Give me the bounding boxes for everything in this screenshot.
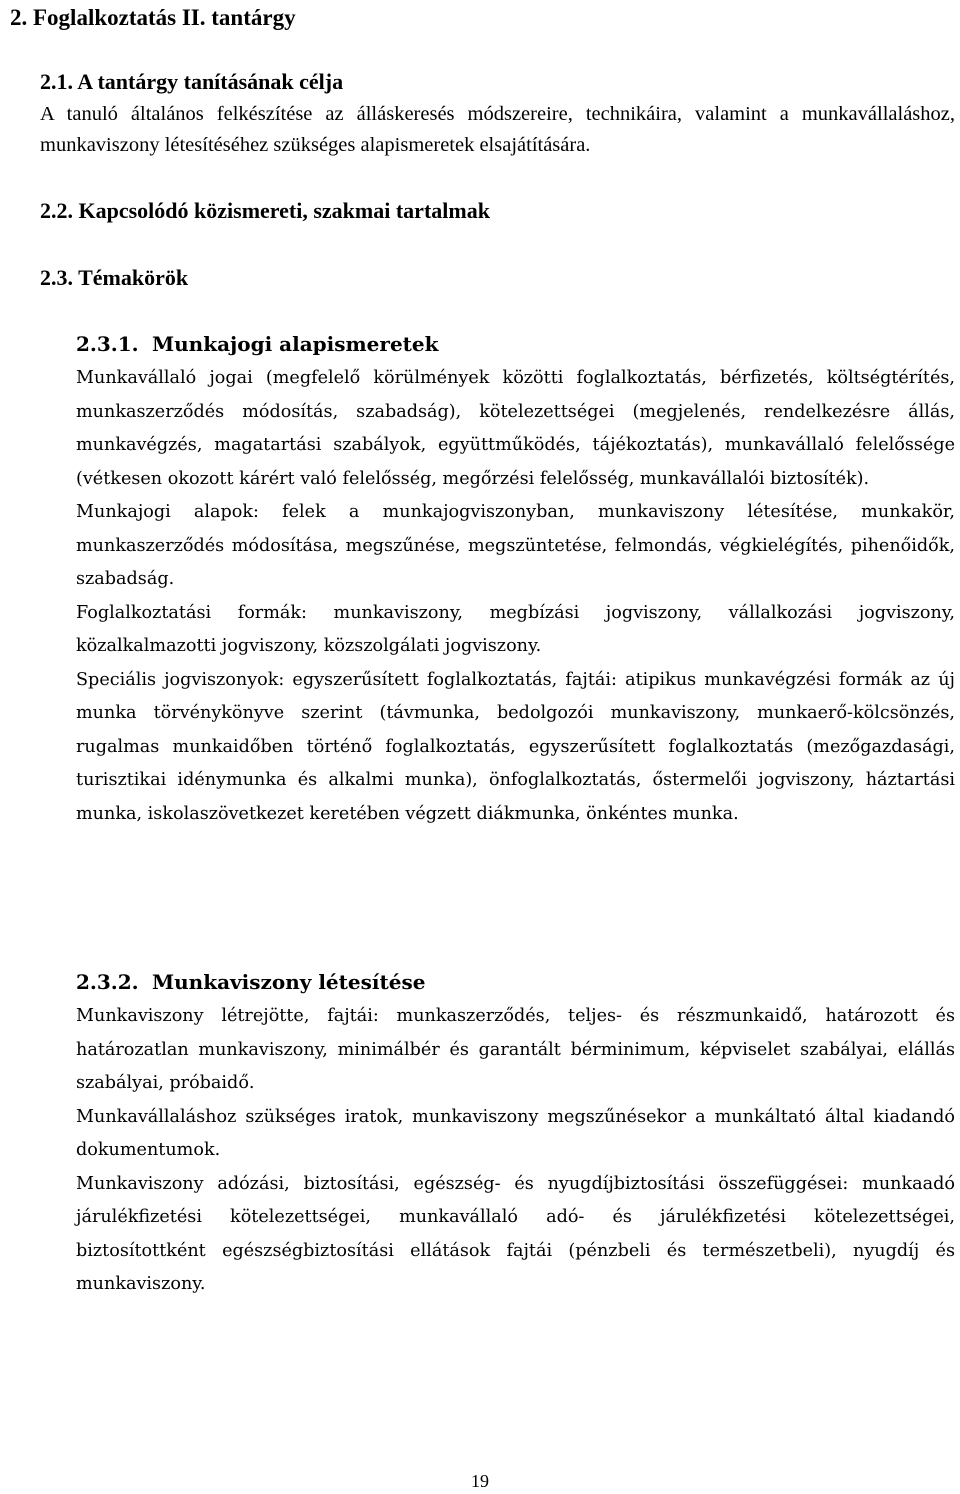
page-number: 19: [471, 1471, 489, 1491]
paragraph: Speciális jogviszonyok: egyszerűsített foglalkoztatás, fajtái: atipikus munkavégzési formák az új munka törvénykönyve szerint (távmunka, bedolgozói munkaviszony, munkaerő-kölcsönzés, rugalmas munkaidőben történő foglalkoztatás, egyszerűsített foglalkoztatás (mezőgazdasági, turisztikai idénymunka és alkalmi munka), önfoglalkoztatás, őstermelői jogviszony, háztartási munka, iskolaszövetkezet keretében végzett diákmunka, önkéntes munka.: [76, 669, 955, 824]
subsection-number: 2.3.1.: [76, 332, 139, 356]
chapter-heading: 2. Foglalkoztatás II. tantárgy: [10, 5, 296, 30]
paragraph: Munkaviszony adózási, biztosítási, egészség- és nyugdíjbiztosítási összefüggései: munkaadó járulékfizetési kötelezettségei, munkavállaló adó- és járulékfizetési kötelezettségei, biztosítottként egészségbiztosítási ellátások fajtái (pénzbeli és természetbeli), nyugdíj és munkaviszony.: [76, 1173, 955, 1294]
section-number: 2.2.: [40, 198, 73, 223]
subsection-title: Munkajogi alapismeretek: [152, 332, 439, 356]
section-heading-goal: [40, 68, 343, 96]
section-heading-related-content: [40, 197, 490, 225]
section-title: Témakörök: [78, 265, 189, 290]
subsection-labour-law-basics: [76, 330, 955, 831]
subsection-heading: [76, 968, 955, 996]
subsection-heading: [76, 330, 955, 358]
subsection-title: Munkaviszony létesítése: [152, 970, 426, 994]
paragraph: Foglalkoztatási formák: munkaviszony, megbízási jogviszony, vállalkozási jogviszony, közalkalmazotti jogviszony, közszolgálati jogviszony.: [76, 602, 955, 656]
paragraph: Munkaviszony létrejötte, fajtái: munkaszerződés, teljes- és részmunkaidő, határozott és határozatlan munkaviszony, minimálbér és garantált bérminimum, képviselet szabályai, elállás szabályai, próbaidő.: [76, 1006, 955, 1093]
paragraph: Munkajogi alapok: felek a munkajogviszonyban, munkaviszony létesítése, munkakör, munkaszerződés módosítása, megszűnése, megszüntetése, felmondás, végkielégítés, pihenőidők, szabadság.: [76, 502, 955, 589]
section-heading-topics: [40, 264, 188, 292]
section-number: 2.1.: [40, 69, 73, 94]
section-title: A tantárgy tanításának célja: [77, 69, 344, 94]
section-goal-text: A tanuló általános felkészítése az álláskeresés módszereire, technikáira, valamint a munkavállaláshoz, munkaviszony létesítéséhez szükséges alapismeretek elsajátítására.: [40, 103, 955, 156]
section-number: 2.3.: [40, 265, 73, 290]
subsection-number: 2.3.2.: [76, 970, 139, 994]
section-title: Kapcsolódó közismereti, szakmai tartalmak: [78, 198, 490, 223]
subsection-employment-establishment: [76, 968, 955, 1302]
paragraph: Munkavállaló jogai (megfelelő körülmények közötti foglalkoztatás, bérfizetés, költségtérítés, munkaszerződés módosítás, szabadság), kötelezettségei (megjelenés, rendelkezésre állás, munkavégzés, magatartási szabályok, együttműködés, tájékoztatás), munkavállaló felelőssége (vétkesen okozott kárért való felelősség, megőrzési felelősség, munkavállalói biztosíték).: [76, 368, 955, 489]
paragraph: Munkavállaláshoz szükséges iratok, munkaviszony megszűnésekor a munkáltató által kiadandó dokumentumok.: [76, 1106, 955, 1160]
